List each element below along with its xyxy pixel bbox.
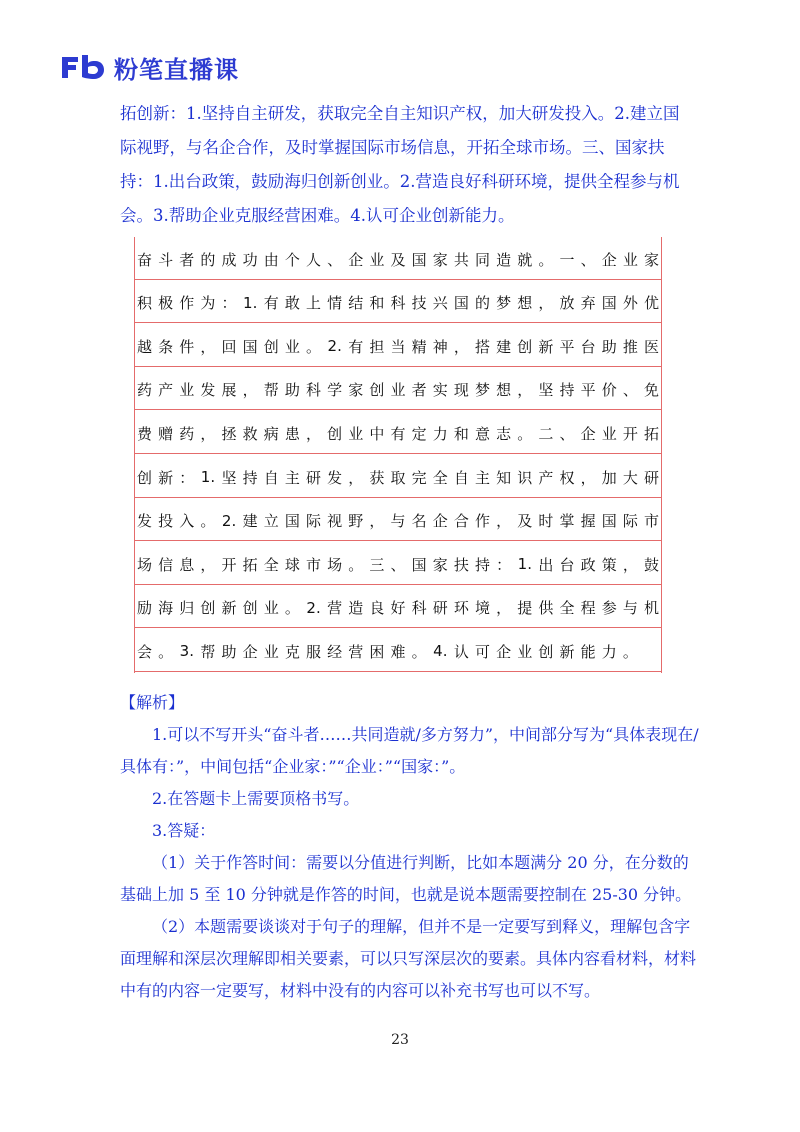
sheet-cell: 产: [538, 468, 554, 487]
analysis-point-1: 1.可以不写开头“奋斗者……共同造就/多方努力”，中间部分写为“具体表现在/具体有：”，中间包括“企业家：”“企业：”“国家：”。: [120, 725, 699, 776]
sheet-cell: 搭: [475, 337, 491, 356]
sheet-cell: 企: [580, 424, 596, 443]
sheet-cell: 提: [517, 599, 533, 618]
sheet-cell: 为: [200, 294, 216, 313]
sheet-cell: 药: [179, 424, 195, 443]
sheet-cell: ，: [348, 468, 364, 487]
sheet-cell: 好: [390, 599, 406, 618]
sheet-cell: 积: [137, 294, 153, 313]
sheet-cell: 志: [496, 424, 512, 443]
sheet-cell: 息: [179, 555, 195, 574]
sheet-cell: 业: [284, 337, 300, 356]
sheet-cell: 励: [137, 599, 153, 618]
sheet-cell: 坚: [221, 468, 237, 487]
sheet-cell: 业: [390, 381, 406, 400]
sheet-cell: 机: [644, 599, 660, 618]
sheet-cell: 大: [622, 468, 638, 487]
sheet-cell: 4.: [433, 642, 448, 661]
sheet-cell: 费: [137, 424, 153, 443]
sheet-row: [134, 588, 662, 628]
sheet-cell: 推: [622, 337, 638, 356]
sheet-cell: 加: [601, 468, 617, 487]
sheet-cell: ，: [369, 512, 385, 531]
sheet-cell: 台: [559, 555, 575, 574]
sheet-row: [134, 631, 662, 671]
sheet-cell: 环: [453, 599, 469, 618]
analysis-point-3: 3.答疑：: [152, 821, 216, 840]
sheet-cell: 造: [496, 250, 512, 269]
sheet-cell: 持: [475, 555, 491, 574]
sheet-cell: 建: [242, 512, 258, 531]
analysis-sub-2: （2）本题需要谈谈对于句子的理解，但并不是一定要写到释义，理解包含字面理解和深层次理解即相关要素，可以只写深层次的要素。具体内容看材料，材料中有的内容一定要写，材料中没有的内容可以补充书写也可以不写。: [120, 917, 697, 1000]
sheet-cell: 新: [559, 642, 575, 661]
sheet-cell: 入: [179, 512, 195, 531]
sheet-cell: 功: [242, 250, 258, 269]
sheet-cell: ，: [453, 337, 469, 356]
sheet-cell: 造: [348, 599, 364, 618]
sheet-cell: 掌: [559, 512, 575, 531]
sheet-cell: 同: [475, 250, 491, 269]
sheet-cell: 良: [369, 599, 385, 618]
sheet-cell: 营: [348, 642, 364, 661]
sheet-cell: 创: [369, 381, 385, 400]
sheet-cell: 境: [475, 599, 491, 618]
sheet-cell: 企: [432, 512, 448, 531]
sheet-cell: 全: [263, 555, 279, 574]
intro-paragraph: 拓创新：1.坚持自主研发，获取完全自主知识产权，加大研发投入。2.建立国际视野，与名企合作，及时掌握国际市场信息，开拓全球市场。三、国家扶持：1.出台政策，鼓励海归创新创业。2.营造良好科研环境，提供全程参与机会。3.帮助企业克服经营困难。4.认可企业创新能力。: [120, 104, 680, 225]
sheet-cell: 业: [601, 424, 617, 443]
sheet-cell: ，: [200, 555, 216, 574]
sheet-cell: 业: [179, 381, 195, 400]
sheet-cell: 情: [327, 294, 343, 313]
sheet-cell: 担: [369, 337, 385, 356]
sheet-cell: 共: [453, 250, 469, 269]
sheet-cell: 科: [306, 381, 322, 400]
sheet-cell: 、: [559, 424, 575, 443]
sheet-cell: 产: [158, 381, 174, 400]
sheet-cell: 有: [263, 294, 279, 313]
sheet-cell: 敢: [284, 294, 300, 313]
sheet-cell: 业: [369, 250, 385, 269]
sheet-cell: 平: [580, 381, 596, 400]
sheet-cell: 平: [559, 337, 575, 356]
sheet-cell: 及: [517, 512, 533, 531]
sheet-cell: ，: [580, 468, 596, 487]
sheet-cell: 持: [559, 381, 575, 400]
sheet-cell: 能: [580, 642, 596, 661]
sheet-cell: 。: [538, 250, 554, 269]
sheet-cell: 2.: [221, 511, 237, 530]
sheet-row: [134, 413, 662, 453]
sheet-cell: 业: [517, 642, 533, 661]
sheet-cell: 发: [327, 468, 343, 487]
sheet-cell: 际: [622, 512, 638, 531]
sheet-cell: 救: [242, 424, 258, 443]
sheet-cell: 。: [306, 337, 322, 356]
sheet-cell: 助: [284, 381, 300, 400]
sheet-cell: ，: [200, 424, 216, 443]
sheet-cell: 想: [517, 294, 533, 313]
sheet-cell: 建: [496, 337, 512, 356]
analysis-heading: 【解析】: [120, 693, 185, 712]
fb-logo-icon: [60, 52, 108, 82]
sheet-cell: 2.: [306, 598, 321, 617]
sheet-cell: 优: [644, 294, 660, 313]
sheet-cell: 放: [559, 294, 575, 313]
sheet-cell: 业: [263, 599, 279, 618]
sheet-cell: 药: [137, 381, 153, 400]
sheet-cell: 由: [263, 250, 279, 269]
sheet-cell: 助: [601, 337, 617, 356]
sheet-cell: 创: [263, 337, 279, 356]
sheet-cell: 可: [475, 642, 491, 661]
sheet-cell: 研: [306, 468, 322, 487]
sheet-cell: 出: [538, 555, 554, 574]
sheet-cell: 就: [517, 250, 533, 269]
sheet-cell: 企: [348, 250, 364, 269]
sheet-cell: 想: [496, 381, 512, 400]
sheet-cell: ，: [517, 381, 533, 400]
sheet-cell: 回: [221, 337, 237, 356]
sheet-cell: 归: [179, 599, 195, 618]
sheet-cell: 中: [369, 424, 385, 443]
sheet-cell: 国: [411, 250, 427, 269]
sheet-cell: 拯: [221, 424, 237, 443]
sheet-cell: 握: [580, 512, 596, 531]
sheet-cell: 、: [390, 555, 406, 574]
sheet-cell: 梦: [475, 381, 491, 400]
sheet-cell: 家: [432, 555, 448, 574]
sheet-cell: 家: [432, 250, 448, 269]
sheet-cell: 科: [411, 599, 427, 618]
sheet-cell: 力: [432, 424, 448, 443]
sheet-cell: 一: [559, 250, 575, 269]
sheet-cell: ，: [242, 381, 258, 400]
sheet-cell: 精: [411, 337, 427, 356]
sheet-cell: 全: [432, 468, 448, 487]
sheet-cell: 定: [411, 424, 427, 443]
sheet-cell: 二: [538, 424, 554, 443]
sheet-cell: 越: [137, 337, 153, 356]
sheet-cell: 。: [284, 599, 300, 618]
sheet-cell: 1.: [200, 468, 216, 486]
sheet-cell: 开: [221, 555, 237, 574]
sheet-cell: 实: [432, 381, 448, 400]
sheet-cell: 企: [242, 642, 258, 661]
page-number: 23: [391, 1032, 409, 1048]
sheet-cell: 国: [242, 337, 258, 356]
sheet-cell: 策: [601, 555, 617, 574]
sheet-cell: 的: [475, 294, 491, 313]
sheet-cell: 投: [158, 512, 174, 531]
sheet-cell: 与: [622, 599, 638, 618]
sheet-cell: 国: [601, 294, 617, 313]
sheet-cell: 学: [327, 381, 343, 400]
sheet-cell: ，: [622, 555, 638, 574]
sheet-cell: 极: [158, 294, 174, 313]
sheet-cell: 程: [580, 599, 596, 618]
sheet-cell: 政: [580, 555, 596, 574]
sheet-cell: 服: [306, 642, 322, 661]
sheet-cell: 成: [221, 250, 237, 269]
sheet-cell: [641, 631, 662, 671]
sheet-cell: 创: [200, 599, 216, 618]
sheet-cell: 信: [158, 555, 174, 574]
sheet-cell: 创: [517, 337, 533, 356]
sheet-cell: 自: [453, 468, 469, 487]
sheet-cell: 结: [348, 294, 364, 313]
sheet-cell: 主: [284, 468, 300, 487]
sheet-cell: 国: [284, 512, 300, 531]
sheet-cell: 作: [179, 294, 195, 313]
sheet-cell: 自: [263, 468, 279, 487]
sheet-cell: 场: [327, 555, 343, 574]
sheet-cell: 弃: [580, 294, 596, 313]
sheet-cell: 研: [432, 599, 448, 618]
sheet-cell: 获: [369, 468, 385, 487]
sheet-row: [134, 457, 662, 497]
sheet-cell: 。: [622, 642, 638, 661]
sheet-cell: 球: [284, 555, 300, 574]
sheet-cell: ，: [538, 294, 554, 313]
sheet-cell: 名: [411, 512, 427, 531]
sheet-cell: 视: [327, 512, 343, 531]
sheet-cell: ，: [200, 337, 216, 356]
sheet-cell: 国: [453, 294, 469, 313]
sheet-cell: 扶: [453, 555, 469, 574]
sheet-cell: 创: [137, 468, 153, 487]
sheet-cell: 助: [221, 642, 237, 661]
sheet-cell: 展: [221, 381, 237, 400]
sheet-cell: 现: [453, 381, 469, 400]
sheet-cell: 2.: [327, 337, 342, 356]
sheet-row: [134, 326, 662, 366]
sheet-row: [134, 239, 662, 279]
sheet-cell: 兴: [432, 294, 448, 313]
sheet-cell: ：: [221, 294, 237, 313]
sheet-cell: 患: [284, 424, 300, 443]
sheet-cell: 市: [306, 555, 322, 574]
sheet-cell: 家: [644, 250, 660, 269]
sheet-cell: ：: [496, 555, 512, 574]
sheet-cell: 营: [327, 599, 343, 618]
sheet-cell: 的: [200, 250, 216, 269]
sheet-cell: 业: [622, 250, 638, 269]
sheet-cell: 外: [622, 294, 638, 313]
sheet-cell: 权: [559, 468, 575, 487]
sheet-cell: 认: [453, 642, 469, 661]
sheet-cell: ，: [496, 599, 512, 618]
sheet-cell: 经: [327, 642, 343, 661]
sheet-cell: 主: [475, 468, 491, 487]
sheet-cell: 鼓: [644, 555, 660, 574]
sheet-cell: 国: [411, 555, 427, 574]
sheet-cell: 意: [475, 424, 491, 443]
sheet-cell: 坚: [538, 381, 554, 400]
sheet-cell: 拓: [644, 424, 660, 443]
sheet-cell: 际: [306, 512, 322, 531]
sheet-cell: 会: [137, 642, 153, 661]
sheet-cell: 海: [158, 599, 174, 618]
sheet-cell: 。: [517, 424, 533, 443]
sheet-cell: 赠: [158, 424, 174, 443]
sheet-cell: 持: [242, 468, 258, 487]
sheet-cell: 全: [559, 599, 575, 618]
sheet-row: [134, 370, 662, 410]
sheet-cell: ：: [179, 468, 195, 487]
sheet-cell: 立: [263, 512, 279, 531]
sheet-cell: 知: [496, 468, 512, 487]
sheet-cell: 业: [348, 424, 364, 443]
sheet-cell: 有: [348, 337, 364, 356]
sheet-cell: 。: [158, 642, 174, 661]
sheet-cell: 有: [390, 424, 406, 443]
sheet-cell: 参: [601, 599, 617, 618]
sheet-row: [134, 283, 662, 323]
sheet-cell: 和: [453, 424, 469, 443]
sheet-cell: 创: [538, 642, 554, 661]
sheet-cell: 件: [179, 337, 195, 356]
sheet-cell: 、: [580, 250, 596, 269]
sheet-cell: 。: [348, 555, 364, 574]
sheet-cell: 完: [411, 468, 427, 487]
sheet-cell: 人: [306, 250, 322, 269]
sheet-cell: 国: [601, 512, 617, 531]
sheet-cell: 难: [390, 642, 406, 661]
sheet-cell: 困: [369, 642, 385, 661]
sheet-cell: 取: [390, 468, 406, 487]
sheet-cell: 免: [644, 381, 660, 400]
sheet-cell: 、: [622, 381, 638, 400]
sheet-cell: 及: [390, 250, 406, 269]
sheet-cell: 发: [200, 381, 216, 400]
sheet-cell: 新: [221, 599, 237, 618]
page-header: [60, 50, 239, 84]
sheet-cell: 条: [158, 337, 174, 356]
sheet-cell: 病: [263, 424, 279, 443]
sheet-cell: 三: [369, 555, 385, 574]
sheet-cell: 克: [284, 642, 300, 661]
sheet-cell: 者: [179, 250, 195, 269]
sheet-cell: ，: [306, 424, 322, 443]
sheet-cell: 帮: [200, 642, 216, 661]
sheet-cell: 作: [475, 512, 491, 531]
sheet-cell: 。: [411, 642, 427, 661]
sheet-cell: 场: [137, 555, 153, 574]
sheet-cell: 1.: [517, 555, 532, 574]
sheet-cell: 企: [601, 250, 617, 269]
sheet-cell: 。: [200, 512, 216, 531]
sheet-cell: 科: [390, 294, 406, 313]
sheet-cell: 与: [390, 512, 406, 531]
sheet-cell: ，: [496, 512, 512, 531]
sheet-cell: 医: [644, 337, 660, 356]
sheet-cell: 拓: [242, 555, 258, 574]
sheet-cell: 创: [242, 599, 258, 618]
sheet-cell: 和: [369, 294, 385, 313]
sheet-cell: 家: [348, 381, 364, 400]
sheet-row: [134, 544, 662, 584]
sheet-cell: 业: [263, 642, 279, 661]
sheet-cell: 创: [327, 424, 343, 443]
sheet-cell: 新: [158, 468, 174, 487]
sheet-cell: 发: [137, 512, 153, 531]
sheet-cell: 上: [306, 294, 322, 313]
sheet-cell: 帮: [263, 381, 279, 400]
sheet-cell: 、: [327, 250, 343, 269]
sheet-cell: 奋: [137, 250, 153, 269]
sheet-cell: 力: [601, 642, 617, 661]
sheet-cell: 个: [284, 250, 300, 269]
sheet-cell: 时: [538, 512, 554, 531]
sheet-cell: 合: [453, 512, 469, 531]
sheet-cell: 斗: [158, 250, 174, 269]
sheet-cell: 研: [644, 468, 660, 487]
sheet-cell: 3.: [179, 642, 194, 661]
sheet-cell: 野: [348, 512, 364, 531]
sheet-cell: 神: [432, 337, 448, 356]
sheet-row: [134, 501, 662, 541]
sheet-cell: 识: [517, 468, 533, 487]
sheet-cell: 梦: [496, 294, 512, 313]
answer-sheet-grid: [134, 237, 662, 673]
brand-name: 粉笔直播课: [114, 55, 239, 84]
analysis-point-2: 2.在答题卡上需要顶格书写。: [152, 789, 360, 808]
sheet-cell: 开: [622, 424, 638, 443]
sheet-cell: 1.: [243, 293, 258, 312]
sheet-cell: 价: [601, 381, 617, 400]
sheet-cell: 技: [411, 294, 427, 313]
analysis-sub-1: （1）关于作答时间：需要以分值进行判断，比如本题满分 20 分，在分数的基础上加 5 至 10 分钟就是作答的时间，也就是说本题需要控制在 25-30 分钟。: [120, 853, 692, 904]
sheet-cell: 者: [411, 381, 427, 400]
sheet-cell: 市: [644, 512, 660, 531]
sheet-cell: 企: [496, 642, 512, 661]
sheet-cell: 供: [538, 599, 554, 618]
sheet-cell: 台: [580, 337, 596, 356]
sheet-cell: 当: [390, 337, 406, 356]
sheet-cell: 新: [538, 337, 554, 356]
